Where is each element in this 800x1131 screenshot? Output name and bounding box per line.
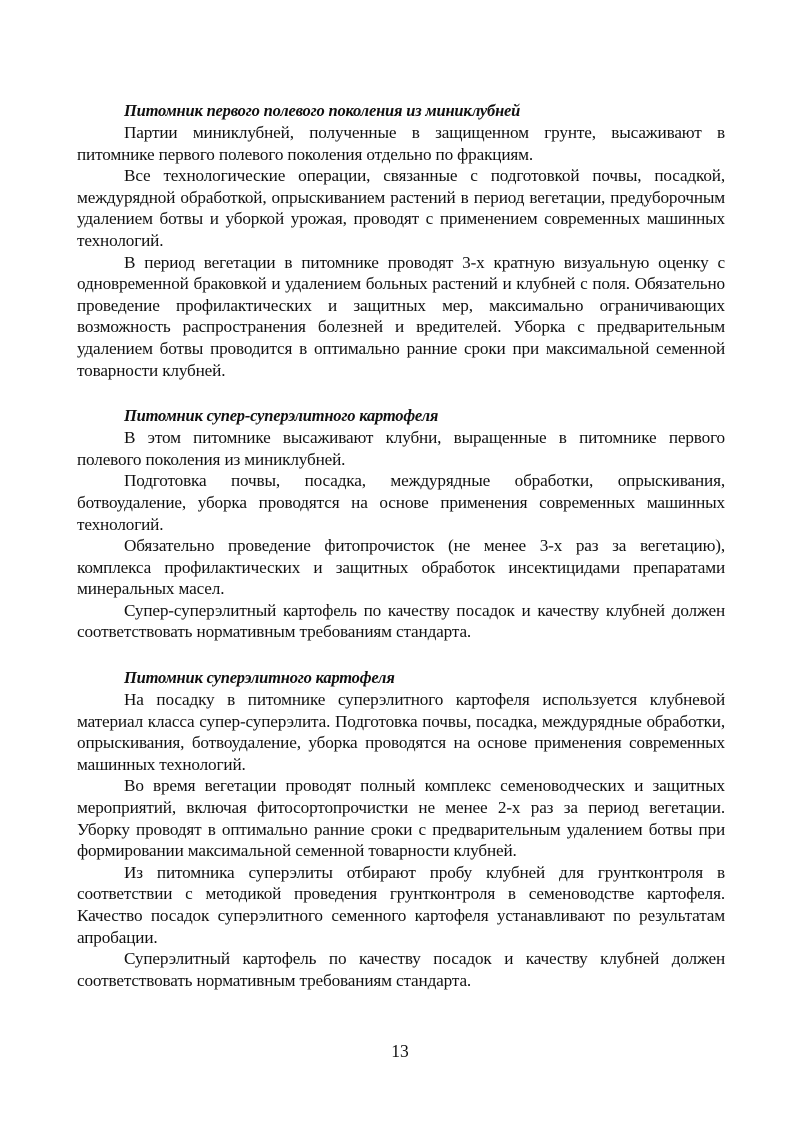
section-heading: Питомник первого полевого поколения из миниклубней (124, 101, 521, 120)
paragraph: Обязательно проведение фитопрочисток (не менее 3-х раз за вегетацию), комплекса профилактических и защитных обработок инсектицидами препаратами минеральных масел. (77, 536, 725, 599)
section-heading: Питомник супер-суперэлитного картофеля (124, 406, 439, 426)
paragraph: Во время вегетации проводят полный комплекс семеноводческих и защитных мероприятий, включая фитосортопрочистки не менее 2-х раз за период вегетации. Уборку проводят в оптимально ранние сроки с предварительным удалением ботвы при формировании максимальной семенной товарности клубней. (77, 776, 725, 861)
section-super-elite (77, 667, 725, 991)
paragraph: Супер-суперэлитный картофель по качеству посадок и качеству клубней должен соответствовать нормативным требованиям стандарта. (77, 600, 725, 642)
paragraph: Суперэлитный картофель по качеству посадок и качеству клубней должен соответствовать нормативным требованиям стандарта. (77, 949, 725, 990)
paragraph: Партии миниклубней, полученные в защищенном грунте, высаживают в питомнике первого полевого поколения отдельно по фракциям. (77, 123, 725, 164)
section-super-super-elite (77, 405, 725, 643)
paragraph: Все технологические операции, связанные с подготовкой почвы, посадкой, междурядной обработкой, опрыскиванием растений в период вегетации, предуборочным удалением ботвы и уборкой урожая, проводят с применением современных машинных технологий. (77, 166, 725, 250)
page-number: 13 (391, 1041, 409, 1061)
page-body (77, 100, 725, 991)
section-heading: Питомник суперэлитного картофеля (124, 668, 395, 688)
paragraph: Подготовка почвы, посадка, междурядные обработки, опрыскивания, ботвоудаление, уборка проводятся на основе применения современных машинных технологий. (77, 471, 725, 534)
section-first-field-generation (77, 100, 725, 381)
paragraph: Из питомника суперэлиты отбирают пробу клубней для грунтконтроля в соответствии с методикой проведения грунтконтроля в семеноводстве картофеля. Качество посадок суперэлитного семенного картофеля устанавливают по результатам апробации. (77, 862, 725, 947)
paragraph: На посадку в питомнике суперэлитного картофеля используется клубневой материал класса супер-суперэлита. Подготовка почвы, посадка, междурядные обработки, опрыскивания, ботвоудаление, уборка проводятся на основе применения современных машинных технологий. (77, 690, 725, 774)
paragraph: В этом питомнике высаживают клубни, выращенные в питомнике первого полевого поколения из миниклубней. (77, 428, 725, 469)
paragraph: В период вегетации в питомнике проводят 3-х кратную визуальную оценку с одновременной браковкой и удалением больных растений и клубней с поля. Обязательно проведение профилактических и защитных мер, максимально ограничивающих возможность распространения болезней и вредителей. Уборка с предварительным удалением ботвы проводится в оптимально ранние сроки при максимальной семенной товарности клубней. (77, 252, 725, 380)
